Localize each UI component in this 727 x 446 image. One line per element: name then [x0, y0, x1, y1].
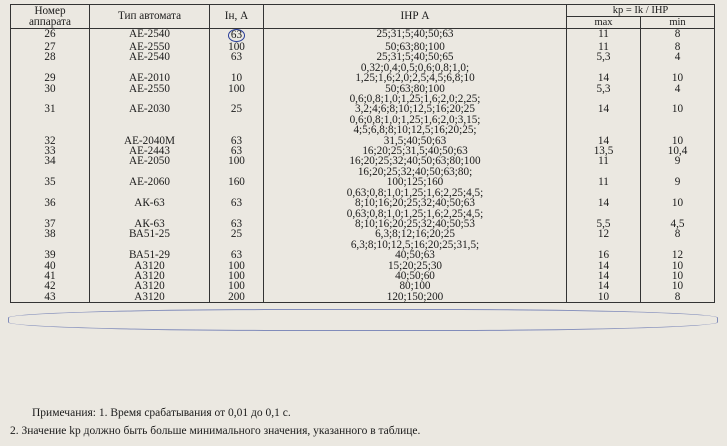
- header-kp: kp = Ik / IНР: [567, 5, 715, 17]
- cell-min: 10: [641, 104, 715, 114]
- cell-type: А3120: [90, 292, 210, 303]
- breaker-table: [10, 4, 715, 303]
- cell-type: АК-63: [90, 198, 210, 208]
- cell-in: 63: [210, 198, 264, 208]
- cell-inp: 6,3;8;10;12,5;16;20;25;31,5;: [264, 240, 567, 250]
- cell-inp: 25;31;5;40;50;65: [264, 52, 567, 62]
- header-in: Iн, А: [210, 5, 264, 29]
- cell-inp: 15;20;25;30: [264, 261, 567, 271]
- cell-min: 4,5: [641, 219, 715, 229]
- cell-type: АЕ-2030: [90, 104, 210, 114]
- cell-max: 14: [567, 136, 641, 146]
- cell-min: 4: [641, 84, 715, 94]
- cell-max: 14: [567, 271, 641, 281]
- cell-in: 100: [210, 156, 264, 166]
- cell-inp: 50;63;80;100: [264, 42, 567, 52]
- cell-type: АЕ-2540: [90, 29, 210, 43]
- cell-in: 63: [210, 250, 264, 260]
- cell-type: АЕ-2050: [90, 156, 210, 166]
- cell-number: 32: [11, 136, 90, 146]
- cell-inp: 16;20;25;32;40;50;63;80;: [264, 167, 567, 177]
- cell-max: 11: [567, 156, 641, 166]
- cell-number: 30: [11, 84, 90, 94]
- cell-min: 10: [641, 261, 715, 271]
- cell-number: 41: [11, 271, 90, 281]
- note-2: 2. Значение kр должно быть больше минимального значения, указанного в таблице.: [10, 425, 421, 437]
- cell-min: 8: [641, 229, 715, 239]
- header-max: max: [567, 17, 641, 29]
- cell-number: 37: [11, 219, 90, 229]
- cell-inp: 0,63;0,8;1,0;1,25;1,6;2,25;4,5;: [264, 188, 567, 198]
- header-min: min: [641, 17, 715, 29]
- header-number: Номер аппарата: [11, 5, 90, 29]
- cell-number: 39: [11, 250, 90, 260]
- cell-max: 5,5: [567, 219, 641, 229]
- cell-min: 4: [641, 52, 715, 62]
- cell-in: 10: [210, 73, 264, 83]
- cell-number: 29: [11, 73, 90, 83]
- cell-in: 200: [210, 292, 264, 303]
- cell-min: 8: [641, 29, 715, 43]
- cell-max: 5,3: [567, 52, 641, 62]
- cell-number: 26: [11, 29, 90, 43]
- cell-max: 14: [567, 198, 641, 208]
- cell-number: 43: [11, 292, 90, 303]
- cell-max: 13,5: [567, 146, 641, 156]
- cell-inp: 40;50;63: [264, 250, 567, 260]
- cell-inp: 0,6;0,8;1,0;1,25;1,6;2,0;3,15;: [264, 115, 567, 125]
- cell-type-empty: [90, 115, 210, 125]
- cell-min: 12: [641, 250, 715, 260]
- cell-in: 160: [210, 177, 264, 187]
- cell-inp: 40;50;60: [264, 271, 567, 281]
- cell-in: 63: [210, 136, 264, 146]
- cell-number-empty: [11, 115, 90, 125]
- cell-type: АЕ-2550: [90, 84, 210, 94]
- cell-type: ВА51-29: [90, 250, 210, 260]
- cell-min: 10,4: [641, 146, 715, 156]
- cell-type: ВА51-25: [90, 229, 210, 239]
- cell-inp: 0,6;0,8;1,0;1,25;1,6;2,0;2,25;: [264, 94, 567, 104]
- cell-min: 10: [641, 271, 715, 281]
- table-row: [11, 292, 715, 303]
- cell-type: АК-63: [90, 219, 210, 229]
- cell-max: 14: [567, 261, 641, 271]
- cell-inp: 8;10;16;20;25;32;40;50;53: [264, 219, 567, 229]
- cell-min: 9: [641, 177, 715, 187]
- cell-min: 8: [641, 42, 715, 52]
- cell-type: АЕ-2040М: [90, 136, 210, 146]
- cell-type: АЕ-2010: [90, 73, 210, 83]
- cell-min: 9: [641, 156, 715, 166]
- cell-number: 38: [11, 229, 90, 239]
- cell-number: 31: [11, 104, 90, 114]
- cell-inp: 16;20;25;32;40;50;63;80;100: [264, 156, 567, 166]
- cell-in: 100: [210, 281, 264, 291]
- cell-in: [210, 29, 264, 43]
- cell-in: 25: [210, 104, 264, 114]
- cell-in: 100: [210, 271, 264, 281]
- cell-in: 25: [210, 229, 264, 239]
- cell-min: 10: [641, 198, 715, 208]
- cell-number: 36: [11, 198, 90, 208]
- cell-in: 100: [210, 42, 264, 52]
- table-row: [11, 167, 715, 177]
- cell-max: 5,3: [567, 84, 641, 94]
- cell-max: 12: [567, 229, 641, 239]
- cell-inp: 100;125;160: [264, 177, 567, 187]
- pen-circle: 63: [228, 29, 245, 42]
- cell-min: 10: [641, 73, 715, 83]
- cell-type: АЕ-2060: [90, 177, 210, 187]
- table-body: [11, 29, 715, 303]
- cell-type: АЕ-2550: [90, 42, 210, 52]
- cell-max: 14: [567, 281, 641, 291]
- cell-type: АЕ-2540: [90, 52, 210, 62]
- table-row: [11, 250, 715, 260]
- cell-inp: 6,3;8;12;16;20;25: [264, 229, 567, 239]
- cell-inp: 1,25;1,6;2,0;2,5;4,5;6,8;10: [264, 73, 567, 83]
- cell-number: 33: [11, 146, 90, 156]
- table-row: [11, 198, 715, 208]
- cell-max: 11: [567, 29, 641, 43]
- header-inp: IНР А: [264, 5, 567, 29]
- cell-max: 11: [567, 42, 641, 52]
- cell-inp: 80;100: [264, 281, 567, 291]
- cell-min-empty: [641, 115, 715, 125]
- cell-max: 14: [567, 104, 641, 114]
- cell-type: А3120: [90, 281, 210, 291]
- cell-inp: 16;20;25;31,5;40;50;63: [264, 146, 567, 156]
- notes: [10, 404, 420, 440]
- cell-inp: 0,63;0,8;1,0;1,25;1,6;2,25;4,5;: [264, 209, 567, 219]
- header-type: Тип автомата: [90, 5, 210, 29]
- cell-type: А3120: [90, 271, 210, 281]
- cell-inp: 50;63;80;100: [264, 84, 567, 94]
- cell-max: 11: [567, 177, 641, 187]
- cell-max: 16: [567, 250, 641, 260]
- cell-in: 100: [210, 261, 264, 271]
- cell-in: 63: [210, 219, 264, 229]
- cell-inp: 3,2;4;6;8;10;12,5;16;20;25: [264, 104, 567, 114]
- cell-inp: 0,32;0,4;0,5;0,6;0,8;1,0;: [264, 63, 567, 73]
- cell-min: 10: [641, 281, 715, 291]
- cell-in: 63: [210, 146, 264, 156]
- note-1: Примечания: 1. Время срабатывания от 0,01 до 0,1 с.: [32, 407, 291, 419]
- table-row: [11, 29, 715, 43]
- cell-type: АЕ-2443: [90, 146, 210, 156]
- cell-inp: 8;10;16;20;25;32;40;50;63: [264, 198, 567, 208]
- cell-in-empty: [210, 115, 264, 125]
- cell-in: 100: [210, 84, 264, 94]
- cell-inp: 120;150;200: [264, 292, 567, 303]
- pen-highlight: [8, 309, 718, 331]
- cell-inp: 25;31;5;40;50;63: [264, 29, 567, 43]
- cell-number: 27: [11, 42, 90, 52]
- cell-number: 40: [11, 261, 90, 271]
- cell-inp: 31,5;40;50;63: [264, 136, 567, 146]
- cell-number: 35: [11, 177, 90, 187]
- cell-max: 14: [567, 73, 641, 83]
- cell-number: 28: [11, 52, 90, 62]
- cell-min: 8: [641, 292, 715, 303]
- cell-type: А3120: [90, 261, 210, 271]
- cell-number: 34: [11, 156, 90, 166]
- cell-number: 42: [11, 281, 90, 291]
- cell-max-empty: [567, 115, 641, 125]
- cell-max: 10: [567, 292, 641, 303]
- cell-in: 63: [210, 52, 264, 62]
- cell-inp: 4;5;6,8;8;10;12,5;16;20;25;: [264, 125, 567, 135]
- cell-min: 10: [641, 136, 715, 146]
